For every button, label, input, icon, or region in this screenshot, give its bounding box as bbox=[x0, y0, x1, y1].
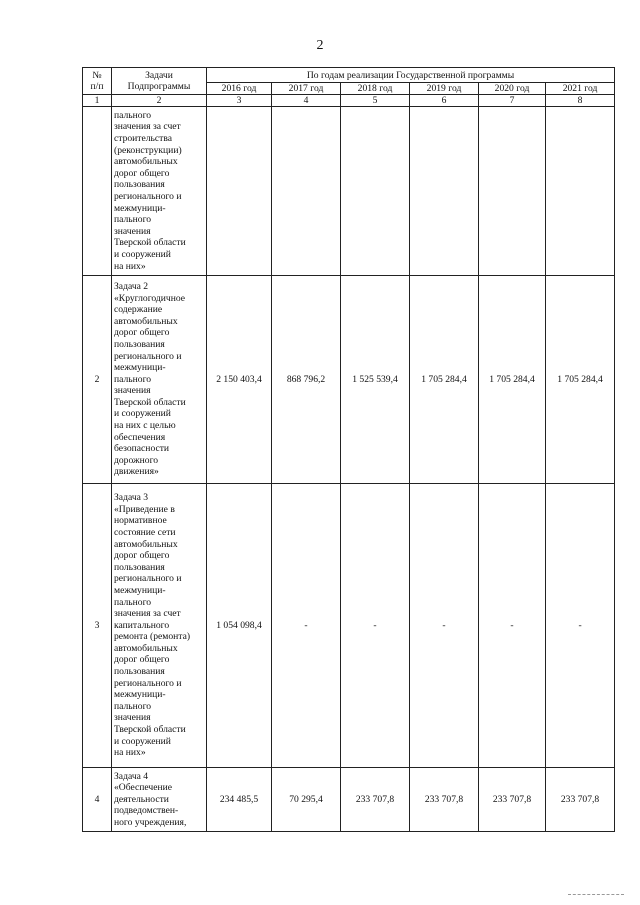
header-tasks-line1: Задачи bbox=[145, 70, 173, 81]
task-text-line: «Приведение в bbox=[114, 503, 175, 515]
task-text-line: пального bbox=[114, 596, 152, 608]
row-number: 3 bbox=[83, 484, 112, 768]
header-year-2018: 2018 год bbox=[341, 83, 410, 95]
task-text-line: значения bbox=[114, 712, 151, 724]
task-text-line: межмуници- bbox=[114, 584, 166, 596]
task-text-line: движения» bbox=[114, 466, 159, 478]
value-2019: 233 707,8 bbox=[410, 768, 479, 832]
task-text-line: дорог общего bbox=[114, 550, 170, 562]
value-2017: 70 295,4 bbox=[272, 768, 341, 832]
task-text-line: Задача 2 bbox=[114, 280, 149, 292]
header-year-2017: 2017 год bbox=[272, 83, 341, 95]
task-text-line: ремонта (ремонта) bbox=[114, 631, 191, 643]
header-number-line1: № bbox=[92, 70, 102, 81]
table-row bbox=[83, 768, 615, 832]
task-text-line: регионального и bbox=[114, 350, 182, 362]
row-number: 2 bbox=[83, 276, 112, 484]
value-2021: 1 705 284,4 bbox=[546, 276, 615, 484]
task-text-line: пользования bbox=[114, 666, 165, 678]
value-2016: 1 054 098,4 bbox=[207, 484, 272, 768]
task-description bbox=[112, 768, 207, 832]
task-text-line: значения за счет bbox=[114, 608, 181, 620]
task-text-line: подведомствен- bbox=[114, 805, 179, 817]
header-tasks bbox=[112, 68, 207, 95]
task-text-line: обеспечения bbox=[114, 431, 166, 443]
table-row bbox=[83, 276, 615, 484]
task-text-line: Тверской области bbox=[114, 396, 186, 408]
column-number: 6 bbox=[410, 95, 479, 107]
column-number: 1 bbox=[83, 95, 112, 107]
value-2018 bbox=[341, 107, 410, 276]
value-2016 bbox=[207, 107, 272, 276]
column-number: 7 bbox=[479, 95, 546, 107]
value-2017: 868 796,2 bbox=[272, 276, 341, 484]
header-year-2016: 2016 год bbox=[207, 83, 272, 95]
value-2019: 1 705 284,4 bbox=[410, 276, 479, 484]
header-tasks-line2: Подпрограммы bbox=[127, 81, 191, 92]
value-2020: 1 705 284,4 bbox=[479, 276, 546, 484]
header-year-2019: 2019 год bbox=[410, 83, 479, 95]
value-2021: - bbox=[546, 484, 615, 768]
task-text-line: межмуници- bbox=[114, 362, 166, 374]
value-2020: - bbox=[479, 484, 546, 768]
task-text-line: регионального и bbox=[114, 573, 182, 585]
value-2017: - bbox=[272, 484, 341, 768]
value-2017 bbox=[272, 107, 341, 276]
task-text-line: и сооружений bbox=[114, 408, 171, 420]
task-text-line: значения за счет bbox=[114, 121, 181, 133]
value-2019 bbox=[410, 107, 479, 276]
row-number bbox=[83, 107, 112, 276]
task-text-line: пального bbox=[114, 214, 152, 226]
task-text-line: на них» bbox=[114, 260, 146, 272]
column-numbers-row bbox=[83, 95, 615, 107]
column-number: 3 bbox=[207, 95, 272, 107]
task-text-line: пального bbox=[114, 109, 152, 121]
value-2018: - bbox=[341, 484, 410, 768]
value-2018: 1 525 539,4 bbox=[341, 276, 410, 484]
task-text-line: Тверской области bbox=[114, 237, 186, 249]
column-number: 5 bbox=[341, 95, 410, 107]
task-text-line: пользования bbox=[114, 561, 165, 573]
value-2020: 233 707,8 bbox=[479, 768, 546, 832]
header-years-group: По годам реализации Государственной программы bbox=[207, 68, 615, 83]
task-text-line: автомобильных bbox=[114, 642, 178, 654]
task-text-line: на них» bbox=[114, 747, 146, 759]
task-text-line: пального bbox=[114, 700, 152, 712]
value-2021 bbox=[546, 107, 615, 276]
task-text-line: Задача 3 bbox=[114, 492, 149, 504]
task-description bbox=[112, 484, 207, 768]
page-number: 2 bbox=[316, 38, 324, 53]
task-text-line: автомобильных bbox=[114, 538, 178, 550]
page-edge-mark bbox=[568, 894, 624, 895]
task-text-line: автомобильных bbox=[114, 156, 178, 168]
header-number bbox=[83, 68, 112, 95]
task-text-line: нормативное bbox=[114, 515, 167, 527]
task-text-line: содержание bbox=[114, 304, 163, 316]
row-number: 4 bbox=[83, 768, 112, 832]
task-text-line: пального bbox=[114, 373, 152, 385]
task-text-line: значения bbox=[114, 385, 151, 397]
task-text-line: регионального и bbox=[114, 677, 182, 689]
task-text-line: автомобильных bbox=[114, 315, 178, 327]
column-number: 2 bbox=[112, 95, 207, 107]
value-2016: 2 150 403,4 bbox=[207, 276, 272, 484]
table-row bbox=[83, 484, 615, 768]
value-2021: 233 707,8 bbox=[546, 768, 615, 832]
program-funding-table bbox=[82, 67, 615, 832]
header-row-top bbox=[83, 68, 615, 83]
task-text-line: «Круглогодичное bbox=[114, 292, 186, 304]
task-text-line: дорог общего bbox=[114, 654, 170, 666]
task-text-line: безопасности bbox=[114, 443, 170, 455]
header-year-2021: 2021 год bbox=[546, 83, 615, 95]
task-text-line: регионального и bbox=[114, 191, 182, 202]
task-text-line: «Обеспечение bbox=[114, 782, 172, 794]
task-text-line: и сооружений bbox=[114, 248, 171, 260]
task-text-line: Задача 4 bbox=[114, 770, 149, 782]
value-2016: 234 485,5 bbox=[207, 768, 272, 832]
task-text-line: дорог общего bbox=[114, 327, 170, 339]
task-text-line: на них с целью bbox=[114, 420, 176, 432]
value-2019: - bbox=[410, 484, 479, 768]
header-number-line2: п/п bbox=[90, 81, 104, 92]
task-text-line: дорожного bbox=[114, 454, 159, 466]
task-text-line: строительства bbox=[114, 133, 173, 145]
task-text-line: межмуници- bbox=[114, 689, 166, 701]
table-row bbox=[83, 107, 615, 276]
column-number: 4 bbox=[272, 95, 341, 107]
task-text-line: состояние сети bbox=[114, 526, 176, 538]
task-text-line: значения bbox=[114, 225, 151, 237]
header-year-2020: 2020 год bbox=[479, 83, 546, 95]
task-text-line: пользования bbox=[114, 179, 165, 191]
task-text-line: дорог общего bbox=[114, 167, 170, 179]
task-text-line: капитального bbox=[114, 619, 170, 631]
task-text-line: Тверской области bbox=[114, 724, 186, 736]
task-text-line: пользования bbox=[114, 338, 165, 350]
task-description bbox=[112, 276, 207, 484]
task-text-line: и сооружений bbox=[114, 735, 171, 747]
task-text-line: межмуници- bbox=[114, 202, 166, 214]
task-text-line: ного учреждения, bbox=[114, 816, 187, 828]
value-2020 bbox=[479, 107, 546, 276]
task-text-line: (реконструкции) bbox=[114, 144, 182, 156]
column-number: 8 bbox=[546, 95, 615, 107]
value-2018: 233 707,8 bbox=[341, 768, 410, 832]
task-text-line: деятельности bbox=[114, 793, 169, 805]
task-description bbox=[112, 107, 207, 276]
